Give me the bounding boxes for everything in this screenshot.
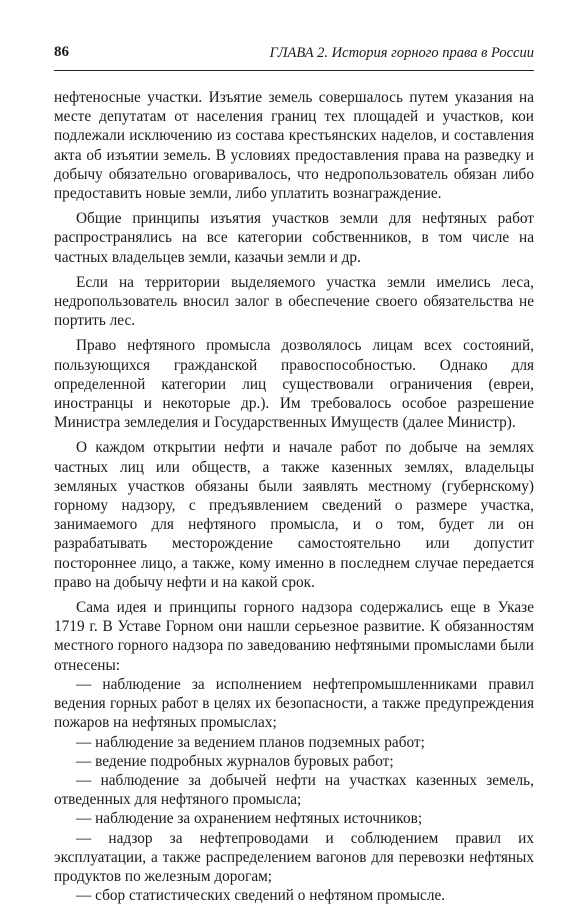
- paragraph: Сама идея и принципы горного надзора содержались еще в Указе 1719 г. В Уставе Горном они нашли серьезное развитие. К обязанностям местного горного надзора по заведованию нефтяными промыслами были отнесены:: [54, 599, 534, 674]
- paragraph: нефтеносные участки. Изъятие земель совершалось путем указания на месте депутатам от населения границ тех площадей и участков, кои подлежали исключению из состава крестьянских наделов, и составления акта об изъятии земель. В условиях предоставления права на разведку и добычу обязательно оговаривалось, что недропользователь обязан либо предоставить новые земли, либо уплатить вознаграждение.: [54, 89, 534, 203]
- running-title: ГЛАВА 2. История горного права в России: [269, 45, 534, 61]
- list-item: — наблюдение за исполнением нефтепромышленниками правил ведения горных работ в целях их безопасности, а также предупреждения пожаров на нефтяных промыслах;: [54, 675, 534, 732]
- list-item: — наблюдение за добычей нефти на участках казенных земель, отведенных для нефтяного промысла;: [54, 771, 534, 809]
- paragraph: Право нефтяного промысла дозволялось лицам всех состояний, пользующихся гражданской правоспособностью. Однако для определенной категории лиц существовали ограничения (евреи, иностранцы и некоторые др.). Им требовалось особое разрешение Министра земледелия и Государственных Имуществ (далее Министр).: [54, 337, 534, 432]
- list-item: — надзор за нефтепроводами и соблюдением правил их эксплуатации, а также распределением вагонов для перевозки нефтяных продуктов по железным дорогам;: [54, 829, 534, 885]
- list-item: — сбор статистических сведений о нефтяном промысле.: [76, 887, 446, 905]
- paragraph: Общие принципы изъятия участков земли для нефтяных работ распространялись на все категории собственников, в том числе на частных владельцев земли, казачьи земли и др.: [54, 210, 534, 266]
- paragraph: Если на территории выделяемого участка земли имелись леса, недропользователь вносил залог в обеспечение своего обязательства не портить лес.: [54, 273, 534, 330]
- list-item: — наблюдение за охранением нефтяных источников;: [76, 810, 423, 828]
- body-text: [54, 88, 534, 905]
- list-item: — ведение подробных журналов буровых работ;: [76, 752, 394, 770]
- header-rule: [54, 70, 534, 71]
- page-header: [54, 44, 534, 66]
- list-item: — наблюдение за ведением планов подземных работ;: [76, 733, 425, 751]
- paragraph: О каждом открытии нефти и начале работ по добыче на землях частных лиц или обществ, а также казенных землях, владельцы земляных участков обязаны были заявлять местному (губернскому) горному надзору, с предъявлением сведений о размере участка, занимаемого для нефтяного промысла, и о том, будет ли он разрабатывать месторождение самостоятельно или допустит постороннее лицо, а также, кому именно в последнем случае передается право на добычу нефти и на какой срок.: [54, 439, 534, 591]
- page-number: 86: [54, 44, 69, 60]
